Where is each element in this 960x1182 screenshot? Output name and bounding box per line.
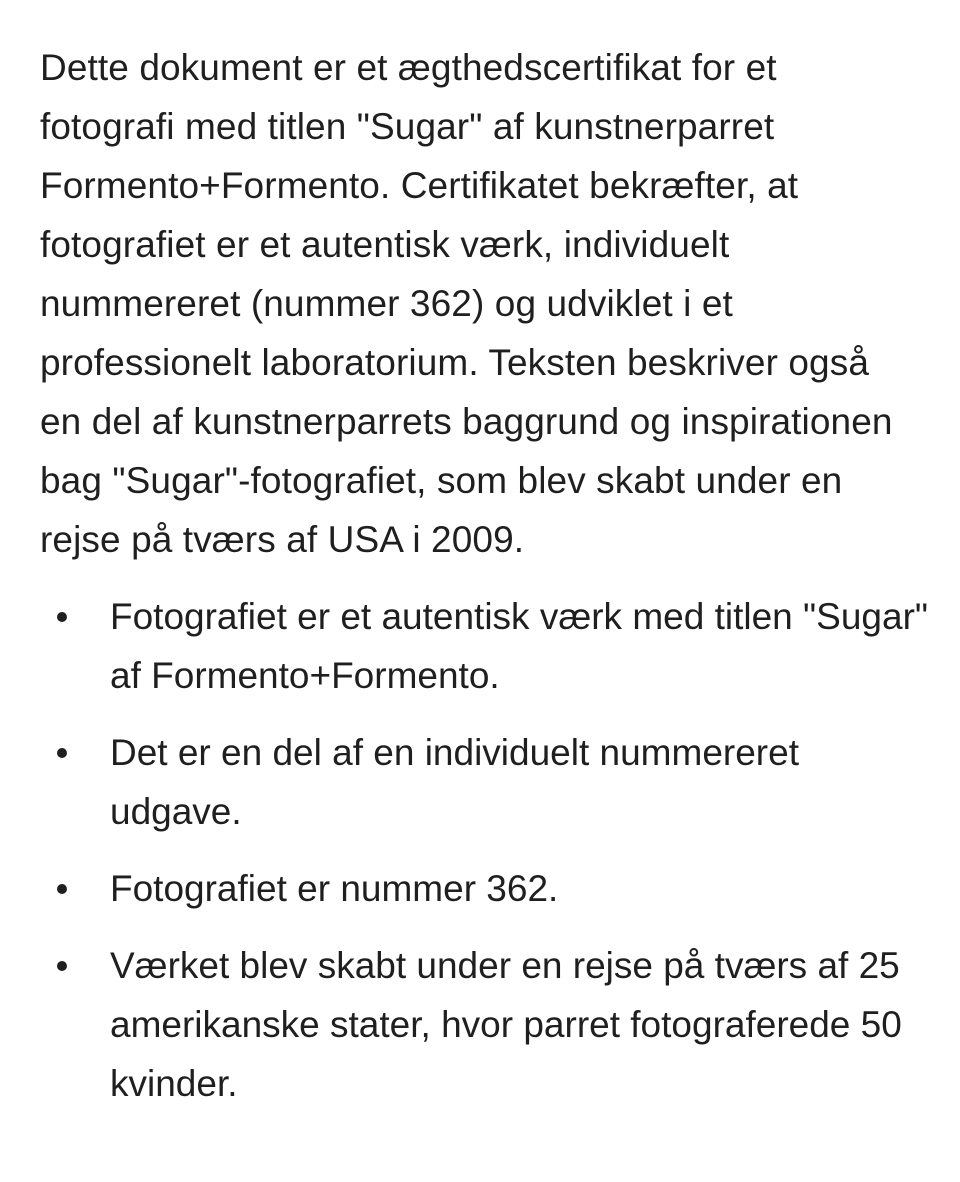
list-item [40, 587, 930, 705]
summary-paragraph: Dette dokument er et ægthedscertifikat for et fotografi med titlen "Sugar" af kunstnerparret Formento+Formento. Certifikatet bekræfter, at fotografiet er et autentisk værk, individuelt nummereret (nummer 362) og udviklet i et professionelt laboratorium. Teksten beskriver også en del af kunstnerparrets baggrund og inspirationen bag "Sugar"-fotografiet, som blev skabt under en rejse på tværs af USA i 2009. [40, 47, 893, 560]
bullet-dot-icon [57, 748, 67, 758]
response-content [40, 38, 930, 1131]
list-item-text: Værket blev skabt under en rejse på tværs af 25 amerikanske stater, hvor parret fotograferede 50 kvinder. [110, 945, 902, 1104]
list-item-text: Fotografiet er et autentisk værk med titlen "Sugar" af Formento+Formento. [110, 596, 929, 696]
bullet-dot-icon [57, 884, 67, 894]
list-item [40, 936, 930, 1113]
list-item-text: Det er en del af en individuelt nummereret udgave. [110, 732, 799, 832]
key-points-list [40, 587, 930, 1113]
list-item [40, 859, 930, 918]
bullet-dot-icon [57, 961, 67, 971]
list-item [40, 723, 930, 841]
bullet-dot-icon [57, 612, 67, 622]
list-item-text: Fotografiet er nummer 362. [110, 868, 559, 909]
